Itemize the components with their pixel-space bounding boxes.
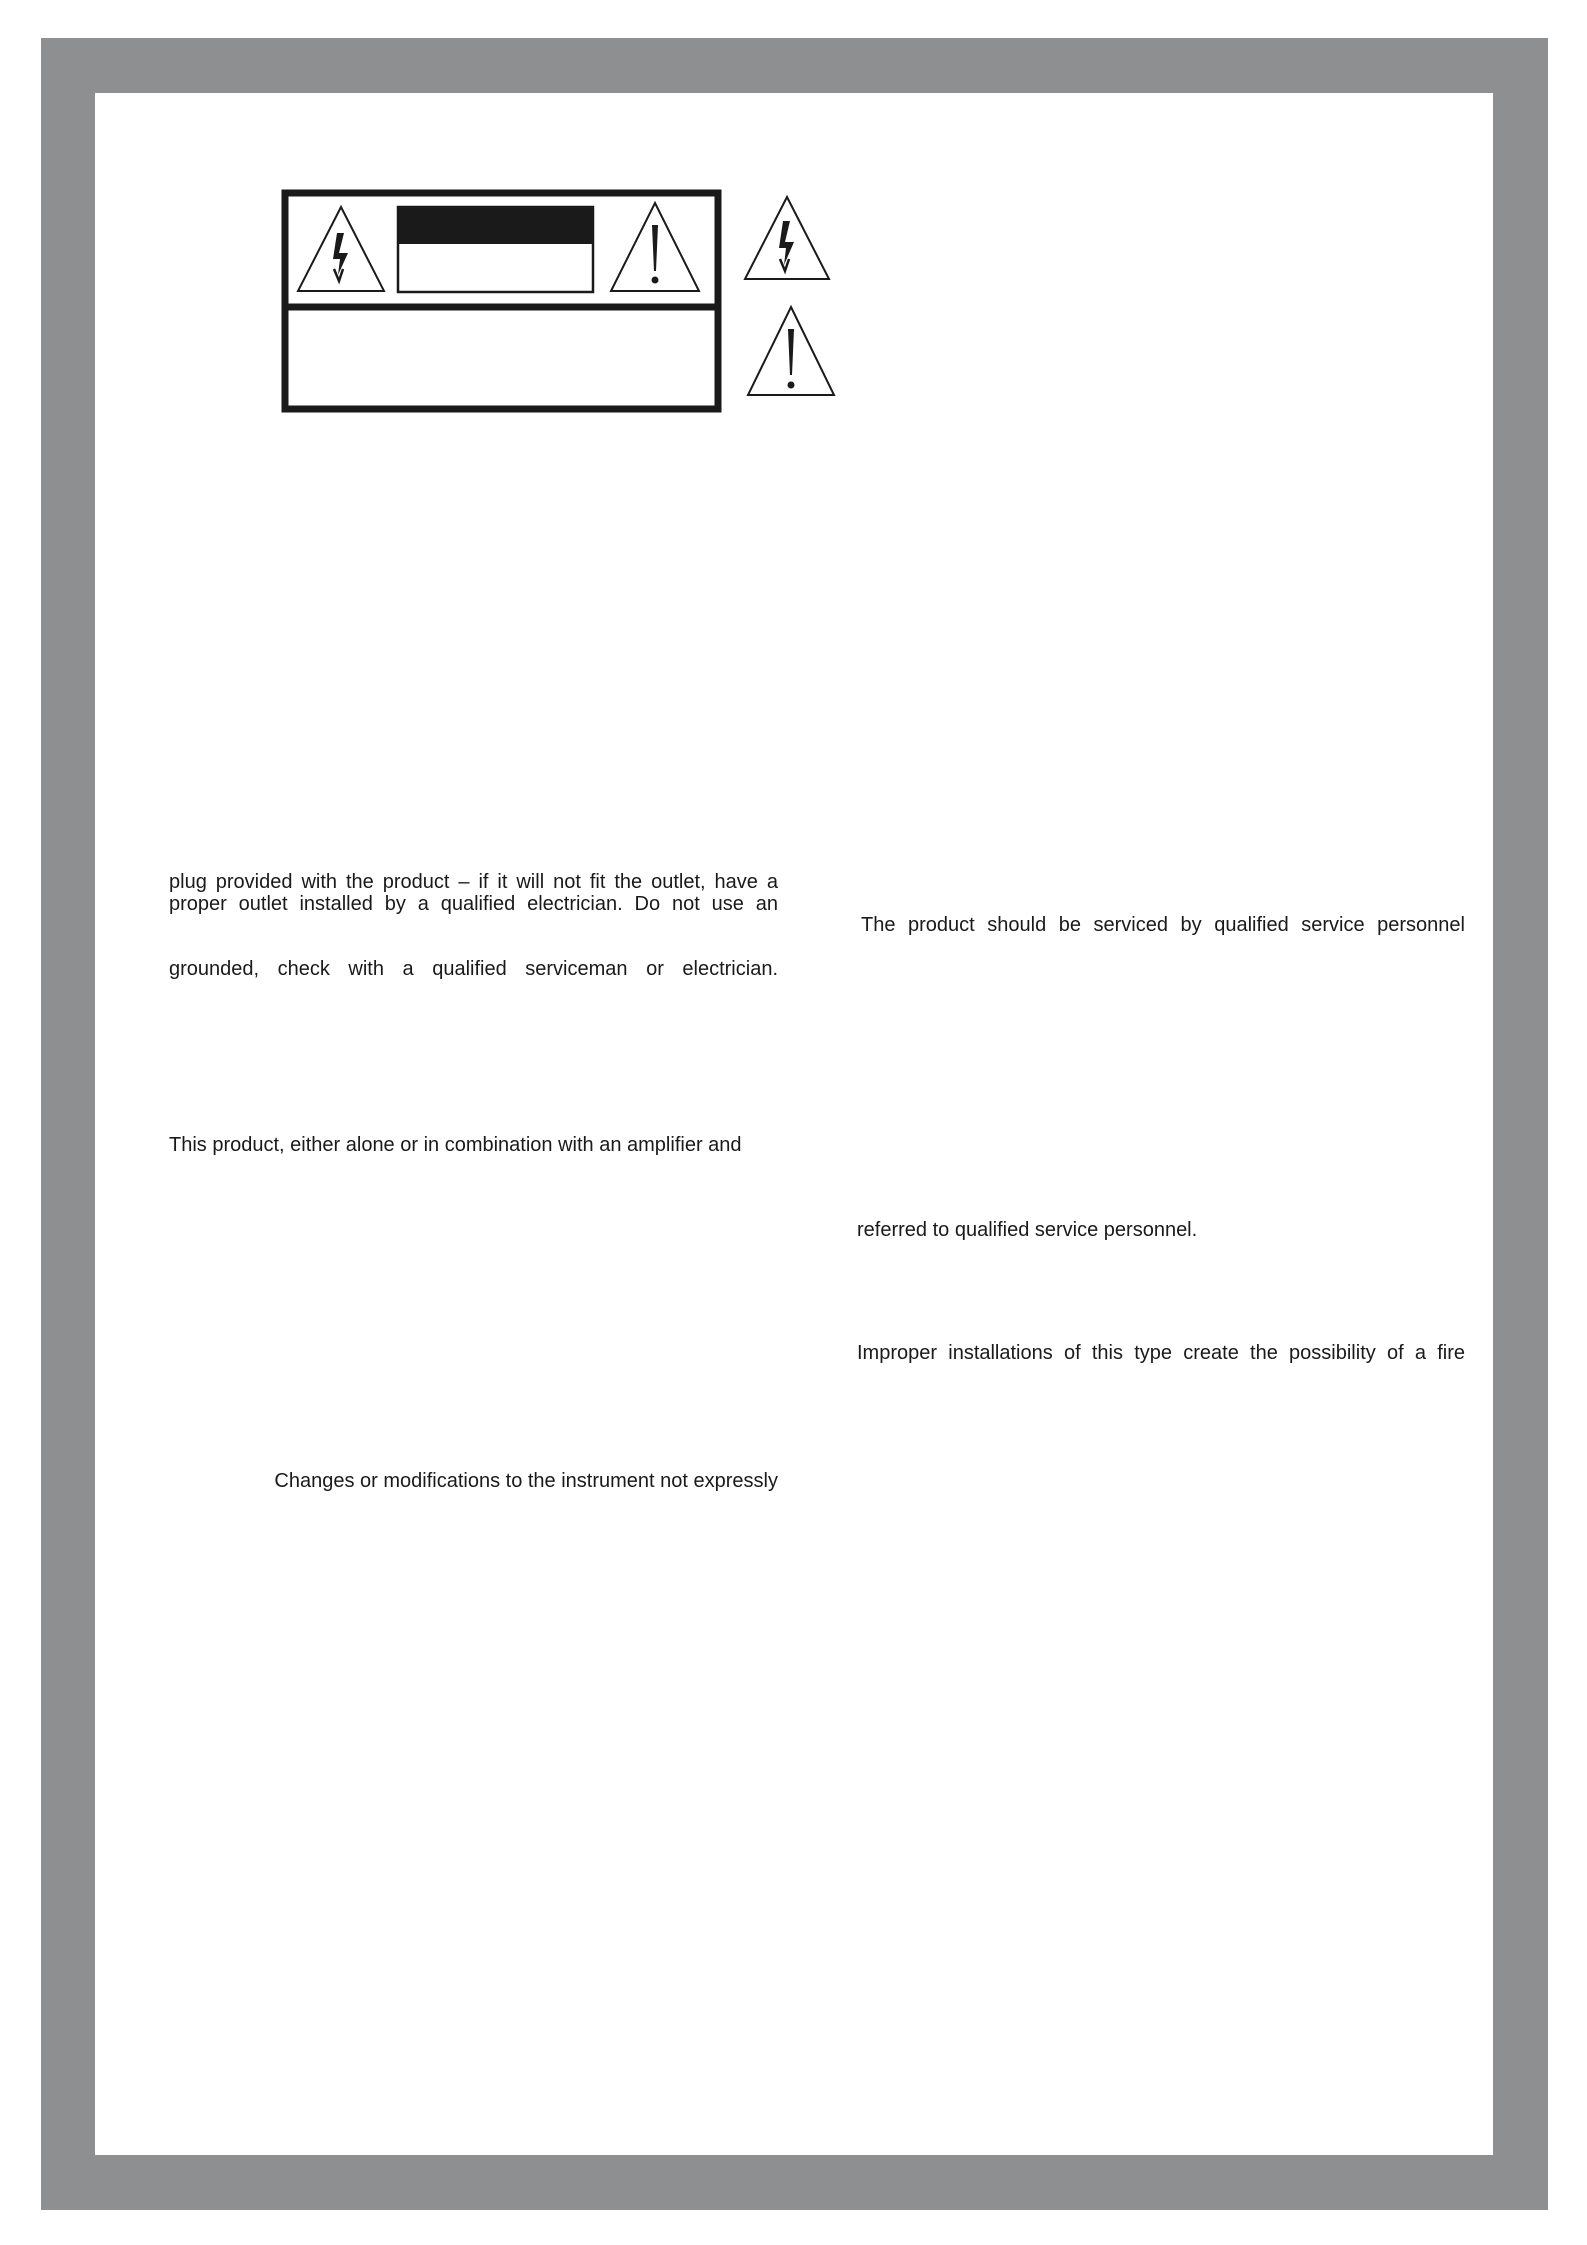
text-line-amplifier: This product, either alone or in combination with an amplifier and <box>169 1134 742 1156</box>
warning-label-header-fill <box>398 207 593 244</box>
warning-label <box>281 189 722 413</box>
text-line-improper: Improper installations of this type create the possibility of a fire <box>857 1342 1465 1364</box>
text-line-plug: plug provided with the product – if it will not fit the outlet, have a <box>169 871 778 893</box>
text-line-referred: referred to qualified service personnel. <box>857 1219 1198 1241</box>
exclamation-icon <box>744 303 838 401</box>
text-line-serviced: The product should be serviced by qualified service personnel <box>861 914 1465 936</box>
warning-label-header <box>398 207 593 292</box>
text-line-outlet: proper outlet installed by a qualified electrician. Do not use an <box>169 893 778 915</box>
label-lightning-bolt-icon <box>298 207 384 291</box>
text-line-grounded: grounded, check with a qualified serviceman or electrician. <box>169 958 778 980</box>
label-exclamation-icon <box>611 203 699 291</box>
text-line-changes: Changes or modifications to the instrument not expressly <box>274 1470 778 1492</box>
lightning-bolt-icon <box>741 193 833 285</box>
